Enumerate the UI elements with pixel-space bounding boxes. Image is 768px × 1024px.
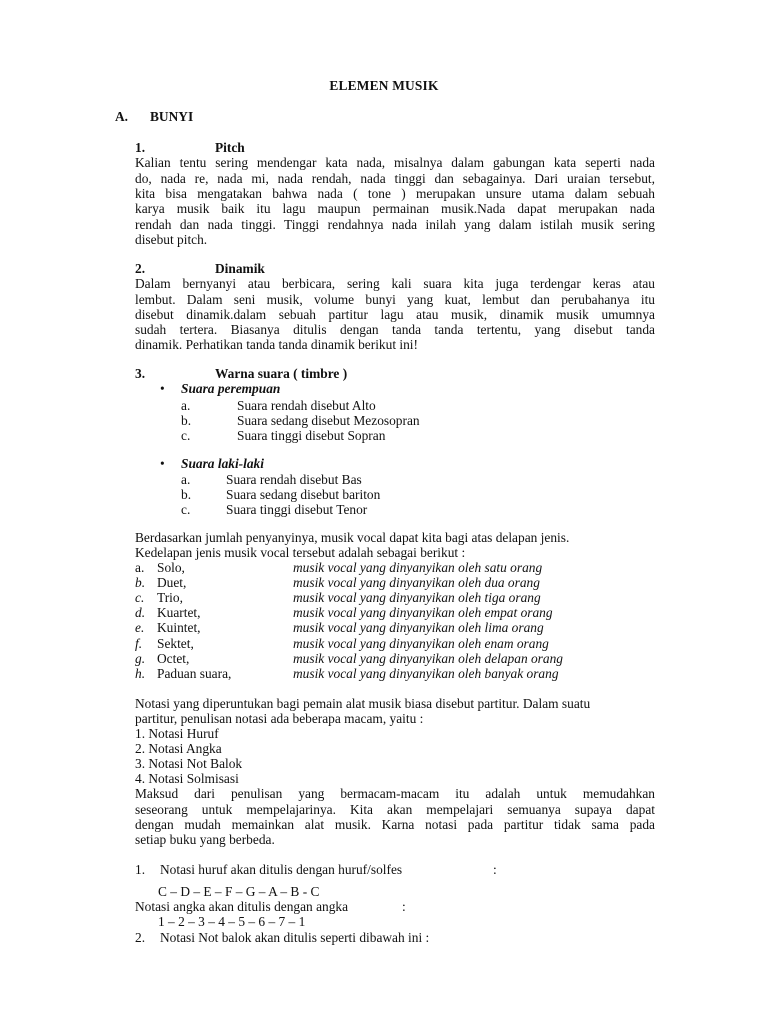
bullet-icon: • [160,456,165,471]
perempuan-label: Suara perempuan [181,381,281,396]
vocal-desc: musik vocal yang dinyanyikan oleh satu orang [293,560,543,575]
vocal-desc: musik vocal yang dinyanyikan oleh delapan orang [293,651,563,666]
text-line: partitur, penulisan notasi ada beberapa macam, yaitu : [135,711,424,726]
text-line: Notasi yang diperuntukan bagi pemain alat musik biasa disebut partitur. Dalam suatu [135,696,591,711]
vocal-name: Kuartet, [157,605,201,620]
page-title: ELEMEN MUSIK [329,78,439,93]
text-line: rendah dan nada tinggi. Tinggi rendahnya nada inilah yang dalam istilah musik sering [135,217,655,232]
vocal-letter: d. [135,605,146,620]
list-item: Suara tinggi disebut Tenor [226,502,368,517]
list-letter: a. [181,472,191,487]
vocal-desc: musik vocal yang dinyanyikan oleh enam orang [293,636,549,651]
angka-colon: : [402,899,406,914]
vocal-name: Trio, [157,590,183,605]
vocal-letter: c. [135,590,145,605]
list-item: Suara tinggi disebut Sopran [237,428,386,443]
list-item: Suara rendah disebut Bas [226,472,362,487]
laki-label: Suara laki-laki [181,456,264,471]
huruf-text: Notasi huruf akan ditulis dengan huruf/solfes [160,862,403,877]
text-line: dengan mudah memainkan alat musik. Karna notasi pada partitur tidak sama pada [135,817,655,832]
text-line: setiap buku yang berbeda. [135,832,275,847]
notasi-item: 1. Notasi Huruf [135,726,219,741]
list-letter: a. [181,398,191,413]
vocal-name: Paduan suara, [157,666,232,681]
vocal-name: Octet, [157,651,190,666]
notasi-item: 4. Notasi Solmisasi [135,771,239,786]
balok-number: 2. [135,930,146,945]
section-heading: BUNYI [150,109,194,124]
text-line: do, nada re, nada mi, nada rendah, nada tinggi dan sebagainya. Dari uraian tersebut, [135,171,655,186]
vocal-name: Kuintet, [157,620,201,635]
vocal-letter: f. [135,636,143,651]
vocal-desc: musik vocal yang dinyanyikan oleh lima orang [293,620,544,635]
vocal-desc: musik vocal yang dinyanyikan oleh empat orang [293,605,553,620]
text-line: seseorang untuk mempelajarinya. Kita akan mempelajari semuanya supaya dapat [135,802,655,817]
list-item: Suara sedang disebut Mezosopran [237,413,420,428]
text-line: Kedelapan jenis musik vocal tersebut adalah sebagai berikut : [135,545,466,560]
bullet-icon: • [160,381,165,396]
vocal-letter: e. [135,620,145,635]
dinamik-heading: Dinamik [215,261,265,276]
vocal-desc: musik vocal yang dinyanyikan oleh banyak orang [293,666,559,681]
huruf-number: 1. [135,862,146,877]
text-line: lembut. Dalam seni musik, volume bunyi yang kuat, lembut dan perubahanya itu [135,292,655,307]
text-line: disebut pitch. [135,232,208,247]
list-letter: b. [181,487,192,502]
vocal-desc: musik vocal yang dinyanyikan oleh tiga orang [293,590,541,605]
pitch-number: 1. [135,140,146,155]
vocal-letter: g. [135,651,146,666]
vocal-name: Duet, [157,575,187,590]
vocal-desc: musik vocal yang dinyanyikan oleh dua orang [293,575,540,590]
vocal-letter: h. [135,666,146,681]
text-line: Kalian tentu sering mendengar kata nada, misalnya dalam gabungan kata seperti nada [135,155,655,170]
text-line: kita bisa mengatakan bahwa nada ( tone ) merupakan unsure utama dalam sebuah [135,186,655,201]
warna-heading: Warna suara ( timbre ) [215,366,348,381]
text-line: karya musik baik itu lagu maupun permainan musik.Nada dapat merupakan nada [135,201,655,216]
list-letter: c. [181,428,191,443]
angka-sequence: 1 – 2 – 3 – 4 – 5 – 6 – 7 – 1 [158,914,306,929]
list-item: Suara rendah disebut Alto [237,398,376,413]
vocal-letter: b. [135,575,146,590]
text-line: Berdasarkan jumlah penyanyinya, musik vocal dapat kita bagi atas delapan jenis. [135,530,570,545]
text-line: Maksud dari penulisan yang bermacam-macam itu adalah untuk memudahkan [135,786,655,801]
text-line: dinamik. Perhatikan tanda tanda dinamik berikut ini! [135,337,418,352]
warna-number: 3. [135,366,146,381]
vocal-name: Sektet, [157,636,194,651]
text-line: Dalam bernyanyi atau berbicara, sering kali suara kita juga terdengar keras atau [135,276,655,291]
dinamik-number: 2. [135,261,146,276]
list-item: Suara sedang disebut bariton [226,487,381,502]
huruf-colon: : [493,862,497,877]
text-line: disebut dinamik.dalam sebuah partitur lagu atau musik, dinamik musik umumnya [135,307,655,322]
notasi-item: 3. Notasi Not Balok [135,756,243,771]
balok-text: Notasi Not balok akan ditulis seperti dibawah ini : [160,930,430,945]
vocal-name: Solo, [157,560,185,575]
list-letter: c. [181,502,191,517]
text-line: sudah tertera. Biasanya ditulis dengan tanda tanda tertentu, yang disebut tanda [135,322,655,337]
vocal-letter: a. [135,560,145,575]
pitch-heading: Pitch [215,140,245,155]
notasi-item: 2. Notasi Angka [135,741,222,756]
huruf-sequence: C – D – E – F – G – A – B - C [158,884,320,899]
list-letter: b. [181,413,192,428]
angka-text: Notasi angka akan ditulis dengan angka [135,899,349,914]
section-letter: A. [115,109,129,124]
